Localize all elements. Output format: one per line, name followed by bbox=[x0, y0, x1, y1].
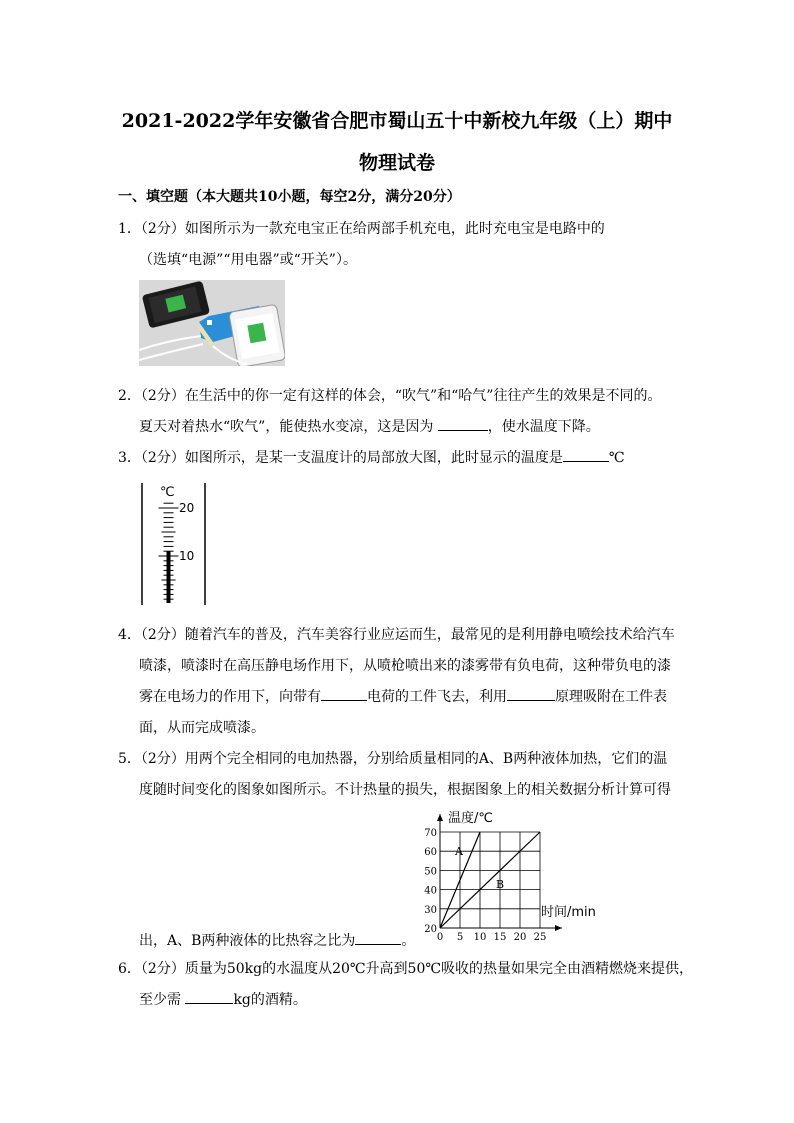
graph-x-tick-label: 10 bbox=[473, 932, 487, 943]
q1-line1: 1．（2分）如图所示为一款充电宝正在给两部手机充电，此时充电宝是电路中的 bbox=[118, 221, 605, 237]
paper-title-line1: 2021-2022学年安徽省合肥市蜀山五十中新校九年级（上）期中 bbox=[121, 110, 673, 132]
q6-line1: 6．（2分）质量为50kg的水温度从20℃升高到50℃吸收的热量如果完全由酒精燃烧来提供， bbox=[118, 961, 694, 977]
graph-y-tick-label: 60 bbox=[424, 847, 437, 859]
q6-text-a: 至少需 bbox=[139, 992, 186, 1008]
q2-line2 bbox=[139, 416, 600, 436]
q4-text-b: 电荷的工件飞去，利用 bbox=[367, 689, 507, 705]
q5-answer-blank[interactable] bbox=[355, 930, 401, 945]
thermometer-label-10: 10 bbox=[179, 549, 195, 563]
thermometer-liquid-column bbox=[167, 551, 171, 603]
thermometer-unit: ℃ bbox=[160, 485, 175, 500]
q5-line1: 5．（2分）用两个完全相同的电加热器，分别给质量相同的A、B两种液体加热，它们的温 bbox=[118, 751, 668, 767]
graph-y-tick-label: 20 bbox=[424, 924, 437, 935]
graph-x-tick-label: 15 bbox=[493, 932, 507, 943]
graph-ylabel: 温度/℃ bbox=[448, 811, 493, 826]
q5-text-b: 。 bbox=[401, 933, 416, 949]
graph-y-axis-arrow bbox=[437, 814, 443, 821]
q5-line2: 度随时间变化的图象如图所示。不计热量的损失，根据图象上的相关数据分析计算可得 bbox=[139, 782, 671, 798]
graph-x-tick-label: 20 bbox=[513, 932, 527, 943]
q6-text-b: kg的酒精。 bbox=[233, 992, 307, 1008]
paper-title-line2: 物理试卷 bbox=[358, 152, 435, 174]
graph-y-tick-label: 40 bbox=[424, 885, 437, 897]
q1-line2: （选填“电源”“用电器”或“开关”）。 bbox=[139, 252, 357, 268]
q2-line1: 2．（2分）在生活中的你一定有这样的体会，“吹气”和“哈气”往往产生的效果是不同的。 bbox=[118, 388, 662, 404]
power-bank-photo bbox=[139, 280, 285, 366]
q4-answer-blank-2[interactable] bbox=[507, 686, 555, 701]
q5-line3 bbox=[139, 930, 415, 950]
graph-xlabel: 时间/min bbox=[541, 905, 596, 920]
q3-text: 3．（2分）如图所示，是某一支温度计的局部放大图，此时显示的温度是 bbox=[118, 450, 563, 466]
q4-line1: 4．（2分）随着汽车的普及，汽车美容行业应运而生，最常见的是利用静电喷绘技术给汽车 bbox=[118, 627, 675, 643]
graph-y-tick-label: 50 bbox=[424, 866, 437, 878]
q4-answer-blank-1[interactable] bbox=[321, 686, 367, 701]
q4-line3 bbox=[139, 686, 667, 706]
graph-series-label-A: A bbox=[455, 845, 463, 859]
q2-text-a: 夏天对着热水“吹气”，能使热水变凉，这是因为 bbox=[139, 419, 438, 435]
q2-text-b: ，使水温度下降。 bbox=[487, 419, 600, 435]
q6-line2 bbox=[139, 989, 307, 1009]
q3-line1 bbox=[118, 447, 625, 467]
q4-line2: 喷漆，喷漆时在高压静电场作用下，从喷枪喷出来的漆雾带有负电荷，这种带负电的漆 bbox=[139, 658, 671, 674]
q4-text-c: 原理吸附在工件表 bbox=[555, 689, 667, 705]
graph-x-tick-label: 0 bbox=[436, 932, 444, 943]
q6-answer-blank[interactable] bbox=[185, 989, 233, 1004]
graph-x-axis-arrow bbox=[555, 925, 562, 931]
section-heading: 一、填空题（本大题共10小题，每空2分，满分20分） bbox=[118, 189, 461, 205]
q3-unit: ℃ bbox=[608, 450, 625, 466]
graph-y-tick-label: 70 bbox=[424, 828, 437, 839]
q5-text-a: 出，A、B两种液体的比热容之比为 bbox=[139, 933, 356, 949]
q4-text-a: 雾在电场力的作用下，向带有 bbox=[139, 689, 321, 705]
q3-answer-blank[interactable] bbox=[563, 447, 609, 462]
graph-series-label-B: B bbox=[495, 877, 505, 891]
q4-line4: 面，从而完成喷漆。 bbox=[139, 720, 265, 736]
q2-answer-blank[interactable] bbox=[438, 416, 488, 431]
graph-y-tick-label: 30 bbox=[424, 904, 437, 916]
graph-x-tick-label: 5 bbox=[456, 932, 464, 943]
thermometer-figure bbox=[140, 483, 210, 605]
temperature-time-graph bbox=[410, 810, 630, 944]
graph-x-tick-label: 25 bbox=[533, 932, 547, 943]
thermometer-label-20: 20 bbox=[179, 501, 195, 515]
graph-series bbox=[440, 832, 540, 928]
